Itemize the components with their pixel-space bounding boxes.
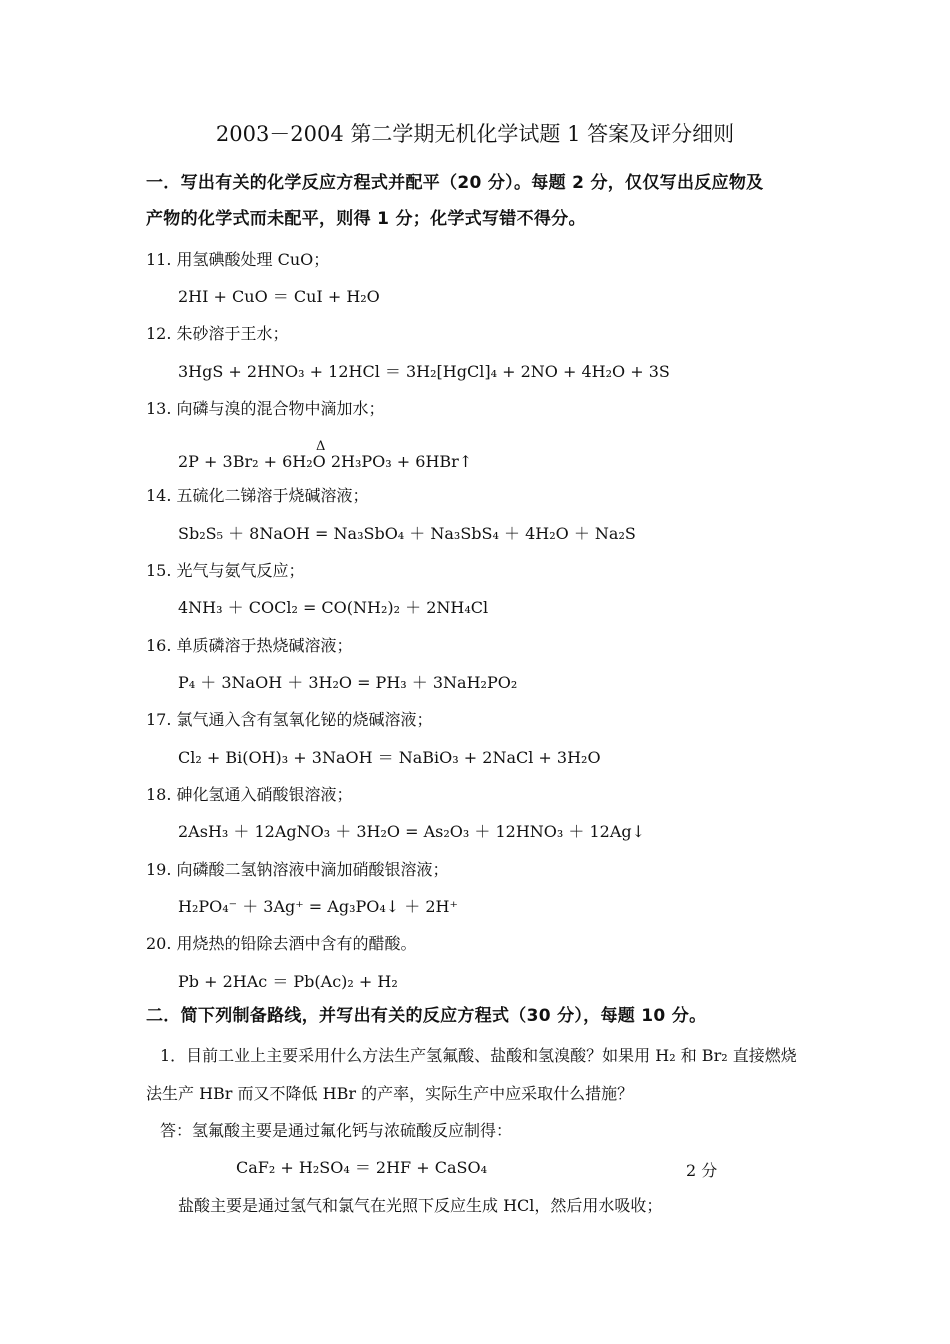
section-2-heading: 二．简下列制备路线，并写出有关的反应方程式（30 分），每题 10 分。	[146, 1006, 707, 1026]
equation-17: Cl₂ + Bi(OH)₃ + 3NaOH ＝ NaBiO₃ + 2NaCl + 3H₂O	[178, 748, 601, 767]
question-11: 11. 用氢碘酸处理 CuO；	[146, 250, 330, 269]
section-2-question-1-line2: 法生产 HBr 而又不降低 HBr 的产率，实际生产中应采取什么措施？	[146, 1084, 634, 1103]
equation-13: 2P + 3Br₂ + 6H₂O 2H₃PO₃ + 6HBr↑	[178, 452, 473, 471]
question-19: 19. 向磷酸二氢钠溶液中滴加硝酸银溶液；	[146, 860, 449, 879]
page-title: 2003－2004 第二学期无机化学试题 1 答案及评分细则	[215, 122, 735, 146]
answer-equation: CaF₂ + H₂SO₄ ＝ 2HF + CaSO₄	[236, 1158, 487, 1177]
question-12: 12. 朱砂溶于王水；	[146, 324, 289, 343]
equation-20: Pb + 2HAc ＝ Pb(Ac)₂ + H₂	[178, 972, 398, 991]
equation-18: 2AsH₃ ＋ 12AgNO₃ ＋ 3H₂O = As₂O₃ ＋ 12HNO₃ ＋ 12Ag↓	[178, 822, 646, 841]
equation-14: Sb₂S₅ ＋ 8NaOH = Na₃SbO₄ ＋ Na₃SbS₄ ＋ 4H₂O ＋ Na₂S	[178, 524, 636, 543]
question-14: 14. 五硫化二锑溶于烧碱溶液；	[146, 486, 369, 505]
equation-15: 4NH₃ ＋ COCl₂ = CO(NH₂)₂ ＋ 2NH₄Cl	[178, 598, 489, 617]
question-18: 18. 砷化氢通入硝酸银溶液；	[146, 785, 353, 804]
question-13: 13. 向磷与溴的混合物中滴加水；	[146, 399, 385, 418]
answer-score: 2 分	[686, 1161, 718, 1180]
section-2-question-1-line1: 1．目前工业上主要采用什么方法生产氢氟酸、盐酸和氢溴酸？如果用 H₂ 和 Br₂ 直接燃烧	[160, 1046, 797, 1065]
question-15: 15. 光气与氨气反应；	[146, 561, 305, 580]
hcl-description: 盐酸主要是通过氢气和氯气在光照下反应生成 HCl，然后用水吸收；	[178, 1196, 663, 1215]
question-17: 17. 氯气通入含有氢氧化铋的烧碱溶液；	[146, 710, 433, 729]
question-16: 16. 单质磷溶于热烧碱溶液；	[146, 636, 353, 655]
equation-11: 2HI + CuO ＝ CuI + H₂O	[178, 287, 380, 306]
equation-16: P₄ ＋ 3NaOH ＋ 3H₂O = PH₃ ＋ 3NaH₂PO₂	[178, 673, 518, 692]
section-1-heading-line2: 产物的化学式而未配平，则得 1 分；化学式写错不得分。	[146, 209, 586, 229]
equation-12: 3HgS + 2HNO₃ + 12HCl ＝ 3H₂[HgCl]₄ + 2NO + 4H₂O + 3S	[178, 362, 670, 381]
section-1-heading-line1: 一．写出有关的化学反应方程式并配平（20 分）。每题 2 分，仅仅写出反应物及	[146, 173, 764, 193]
answer-intro: 答：氢氟酸主要是通过氟化钙与浓硫酸反应制得：	[160, 1121, 513, 1140]
question-20: 20. 用烧热的铅除去酒中含有的醋酸。	[146, 934, 417, 953]
heat-symbol: Δ	[316, 439, 326, 454]
equation-19: H₂PO₄⁻ ＋ 3Ag⁺ = Ag₃PO₄↓ ＋ 2H⁺	[178, 897, 458, 916]
